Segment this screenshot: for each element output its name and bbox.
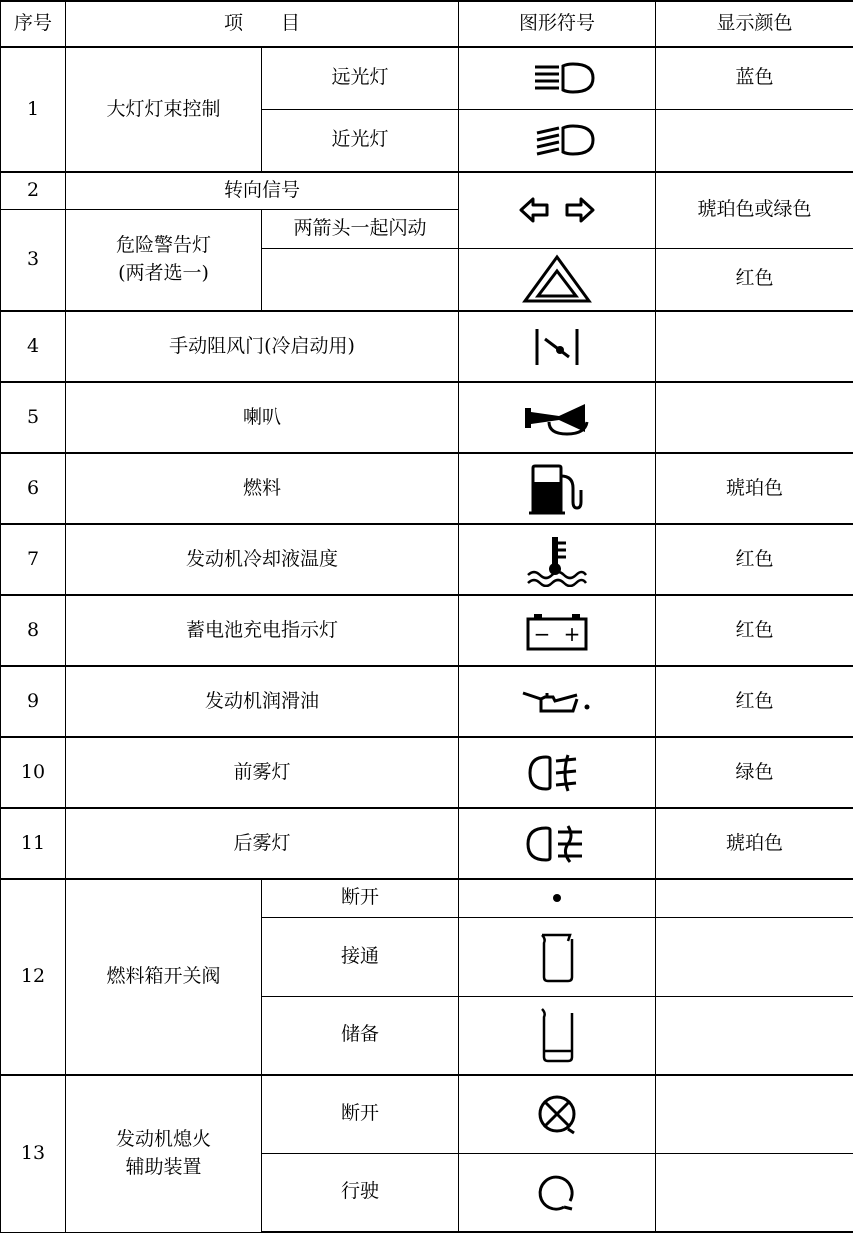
low-beam-icon <box>517 120 597 160</box>
row2-item: 转向信号 <box>66 172 459 209</box>
row5-color <box>656 382 853 453</box>
oil-can-icon <box>519 685 595 719</box>
open-circle-icon <box>532 1167 582 1217</box>
row4-symbol <box>459 311 656 382</box>
row12-color-on <box>656 917 853 996</box>
row3-sub-arrows: 两箭头一起闪动 <box>262 209 459 248</box>
horn-icon <box>519 398 595 438</box>
rear-fog-lamp-icon <box>520 822 594 866</box>
row12-sub-off: 断开 <box>262 879 459 917</box>
header-color: 显示颜色 <box>656 1 853 47</box>
row3-symbol <box>459 248 656 311</box>
row10-color: 绿色 <box>656 737 853 808</box>
row13-symbol-run <box>459 1153 656 1232</box>
row7-color: 红色 <box>656 524 853 595</box>
header-no: 序号 <box>1 1 66 47</box>
row3-color: 红色 <box>656 248 853 311</box>
row4-item: 手动阻风门(冷启动用) <box>66 311 459 382</box>
coolant-temperature-icon <box>522 533 592 587</box>
row12-symbol-reserve <box>459 996 656 1075</box>
row6-color: 琥珀色 <box>656 453 853 524</box>
row13-sub-run: 行驶 <box>262 1153 459 1232</box>
high-beam-icon <box>517 58 597 98</box>
row13-item <box>66 1075 262 1232</box>
row2-no: 2 <box>1 172 66 209</box>
row11-color: 琥珀色 <box>656 808 853 879</box>
row8-no: 8 <box>1 595 66 666</box>
row9-color: 红色 <box>656 666 853 737</box>
row5-no: 5 <box>1 382 66 453</box>
tank-reserve-icon <box>532 1005 582 1065</box>
battery-minus-label: − <box>533 621 551 646</box>
row7-item: 发动机冷却液温度 <box>66 524 459 595</box>
row8-color: 红色 <box>656 595 853 666</box>
row12-symbol-off <box>459 879 656 917</box>
row12-color-reserve <box>656 996 853 1075</box>
row8-symbol <box>459 595 656 666</box>
row13-item-line2: 辅助装置 <box>125 1155 202 1178</box>
row13-item-line1: 发动机熄火 <box>115 1128 211 1151</box>
row5-item: 喇叭 <box>66 382 459 453</box>
row3-item-line2: (两者选一) <box>118 261 209 284</box>
battery-plus-label: + <box>563 621 581 646</box>
row2-color: 琥珀色或绿色 <box>656 172 853 248</box>
row1-color-low <box>656 109 853 172</box>
row12-sub-reserve: 储备 <box>262 996 459 1075</box>
row9-item: 发动机润滑油 <box>66 666 459 737</box>
row1-sub-low: 近光灯 <box>262 109 459 172</box>
row2-symbol <box>459 172 656 248</box>
front-fog-lamp-icon <box>522 751 592 795</box>
row11-item: 后雾灯 <box>66 808 459 879</box>
row12-no: 12 <box>1 879 66 1075</box>
row6-item: 燃料 <box>66 453 459 524</box>
row1-no: 1 <box>1 47 66 172</box>
row6-symbol <box>459 453 656 524</box>
row10-symbol <box>459 737 656 808</box>
row1-item: 大灯灯束控制 <box>66 47 262 172</box>
row3-sub-empty <box>262 248 459 311</box>
row11-no: 11 <box>1 808 66 879</box>
battery-icon <box>522 611 592 651</box>
row13-no: 13 <box>1 1075 66 1232</box>
row10-item: 前雾灯 <box>66 737 459 808</box>
row12-symbol-on <box>459 917 656 996</box>
row3-item-line1: 危险警告灯 <box>115 234 211 257</box>
row7-no: 7 <box>1 524 66 595</box>
row6-no: 6 <box>1 453 66 524</box>
row13-symbol-off <box>459 1075 656 1153</box>
row3-item <box>66 209 262 311</box>
header-symbol: 图形符号 <box>459 1 656 47</box>
row10-no: 10 <box>1 737 66 808</box>
row7-symbol <box>459 524 656 595</box>
row9-symbol <box>459 666 656 737</box>
row13-sub-off: 断开 <box>262 1075 459 1153</box>
row1-symbol-high <box>459 47 656 109</box>
row4-color <box>656 311 853 382</box>
row1-symbol-low <box>459 109 656 172</box>
row1-sub-high: 远光灯 <box>262 47 459 109</box>
row1-color-high: 蓝色 <box>656 47 853 109</box>
circle-cross-icon <box>532 1089 582 1139</box>
row9-no: 9 <box>1 666 66 737</box>
row8-item: 蓄电池充电指示灯 <box>66 595 459 666</box>
row11-symbol <box>459 808 656 879</box>
row12-sub-on: 接通 <box>262 917 459 996</box>
fuel-pump-icon <box>525 462 589 516</box>
dot-icon <box>547 888 567 908</box>
row12-item: 燃料箱开关阀 <box>66 879 262 1075</box>
turn-signal-arrows-icon <box>517 195 597 225</box>
tank-full-icon <box>532 929 582 985</box>
row5-symbol <box>459 382 656 453</box>
row3-no: 3 <box>1 209 66 311</box>
row13-color-run <box>656 1153 853 1232</box>
choke-icon <box>527 325 587 369</box>
hazard-triangle-icon <box>522 254 592 304</box>
header-item: 项 目 <box>66 1 459 47</box>
row4-no: 4 <box>1 311 66 382</box>
row12-color-off <box>656 879 853 917</box>
row13-color-off <box>656 1075 853 1153</box>
